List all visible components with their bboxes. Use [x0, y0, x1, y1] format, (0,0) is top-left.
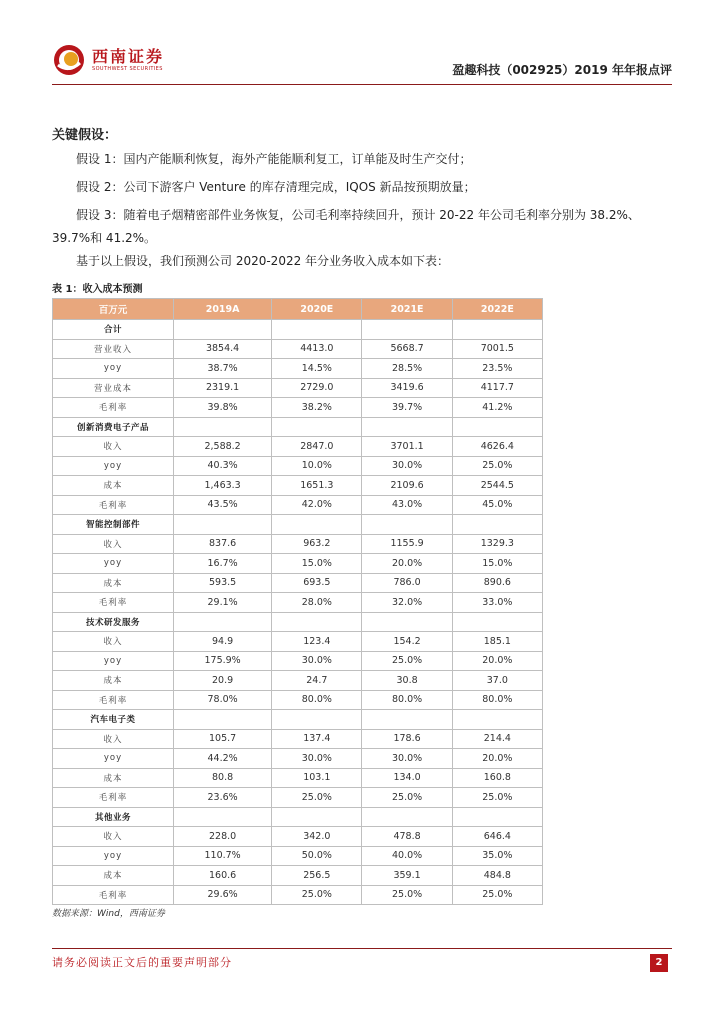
table-cell: 25.0%	[362, 788, 452, 808]
report-title: 盈趣科技（002925）2019 年年报点评	[452, 63, 672, 77]
table-row	[53, 476, 543, 496]
table-cell: 33.0%	[452, 593, 542, 613]
table-cell: 45.0%	[452, 495, 542, 515]
row-label: 成本	[53, 671, 174, 691]
table-cell	[452, 515, 542, 535]
table-cell	[272, 710, 362, 730]
table-cell	[452, 710, 542, 730]
table-cell: 23.6%	[174, 788, 272, 808]
table-cell: 80.8	[174, 768, 272, 788]
table-cell: 24.7	[272, 671, 362, 691]
table-cell: 43.5%	[174, 495, 272, 515]
table-cell	[174, 612, 272, 632]
table-row	[53, 690, 543, 710]
group-label: 其他业务	[53, 807, 174, 827]
table-row	[53, 534, 543, 554]
table-cell	[272, 320, 362, 340]
row-label: yoy	[53, 554, 174, 574]
row-label: yoy	[53, 651, 174, 671]
table-row	[53, 554, 543, 574]
table-row	[53, 456, 543, 476]
row-label: 收入	[53, 534, 174, 554]
group-label: 创新消费电子产品	[53, 417, 174, 437]
table-cell	[362, 710, 452, 730]
table-cell: 40.0%	[362, 846, 452, 866]
table-row	[53, 593, 543, 613]
table-cell: 3419.6	[362, 378, 452, 398]
logo-chinese-name: 西南证券	[92, 46, 165, 66]
table-cell: 15.0%	[452, 554, 542, 574]
table-cell: 30.0%	[362, 749, 452, 769]
forecast-intro: 基于以上假设，我们预测公司 2020-2022 年分业务收入成本如下表：	[76, 254, 450, 268]
table-cell: 80.0%	[452, 690, 542, 710]
row-label: 毛利率	[53, 495, 174, 515]
row-label: 成本	[53, 573, 174, 593]
table-cell: 646.4	[452, 827, 542, 847]
row-label: 毛利率	[53, 593, 174, 613]
table-cell: 134.0	[362, 768, 452, 788]
table-cell: 25.0%	[362, 651, 452, 671]
table-cell: 478.8	[362, 827, 452, 847]
group-label: 汽车电子类	[53, 710, 174, 730]
table-cell: 38.2%	[272, 398, 362, 418]
table-cell: 593.5	[174, 573, 272, 593]
table-cell: 30.0%	[272, 651, 362, 671]
table-cell	[362, 612, 452, 632]
table-cell: 44.2%	[174, 749, 272, 769]
logo-english-name: SOUTHWEST SECURITIES	[92, 65, 163, 72]
table-cell: 154.2	[362, 632, 452, 652]
table-row	[53, 671, 543, 691]
table-cell: 2544.5	[452, 476, 542, 496]
table-cell: 41.2%	[452, 398, 542, 418]
table-cell: 256.5	[272, 866, 362, 886]
table-cell	[362, 417, 452, 437]
table-cell: 963.2	[272, 534, 362, 554]
table-cell	[272, 612, 362, 632]
column-header-unit: 百万元	[53, 299, 174, 320]
page-number: 2	[650, 954, 668, 972]
footer-disclaimer: 请务必阅读正文后的重要声明部分	[52, 956, 232, 969]
table-header-row	[53, 299, 543, 320]
column-header-2021e: 2021E	[362, 299, 452, 320]
table-group-row	[53, 807, 543, 827]
table-cell: 2729.0	[272, 378, 362, 398]
table-row	[53, 885, 543, 905]
row-label: 成本	[53, 866, 174, 886]
table-cell: 342.0	[272, 827, 362, 847]
row-label: yoy	[53, 456, 174, 476]
table-cell: 37.0	[452, 671, 542, 691]
page-header	[52, 38, 672, 85]
table-cell	[362, 515, 452, 535]
table-row	[53, 749, 543, 769]
table-row	[53, 866, 543, 886]
table-cell: 50.0%	[272, 846, 362, 866]
table-cell: 29.1%	[174, 593, 272, 613]
row-label: 毛利率	[53, 788, 174, 808]
table-cell: 359.1	[362, 866, 452, 886]
table-row	[53, 632, 543, 652]
table-cell: 178.6	[362, 729, 452, 749]
table-cell: 25.0%	[452, 885, 542, 905]
table-cell	[362, 320, 452, 340]
table-cell: 2,588.2	[174, 437, 272, 457]
table-row	[53, 398, 543, 418]
table-body	[53, 320, 543, 905]
table-cell: 42.0%	[272, 495, 362, 515]
table-row	[53, 437, 543, 457]
section-title: 关键假设：	[52, 128, 118, 143]
table-row	[53, 378, 543, 398]
table-cell: 214.4	[452, 729, 542, 749]
table-cell: 3854.4	[174, 339, 272, 359]
table-cell: 40.3%	[174, 456, 272, 476]
table-cell	[452, 807, 542, 827]
table-group-row	[53, 515, 543, 535]
table-cell: 35.0%	[452, 846, 542, 866]
table-cell: 25.0%	[452, 456, 542, 476]
table-cell: 25.0%	[272, 885, 362, 905]
table-cell: 137.4	[272, 729, 362, 749]
table-cell: 7001.5	[452, 339, 542, 359]
table-cell: 20.9	[174, 671, 272, 691]
data-source-note: 数据来源：Wind，西南证券	[52, 909, 165, 919]
table-cell: 80.0%	[362, 690, 452, 710]
table-cell: 175.9%	[174, 651, 272, 671]
row-label: yoy	[53, 749, 174, 769]
table-group-row	[53, 612, 543, 632]
assumption-2: 假设 2：公司下游客户 Venture 的库存清理完成，IQOS 新品按预期放量；	[76, 180, 476, 194]
table-cell	[174, 320, 272, 340]
table-cell: 32.0%	[362, 593, 452, 613]
logo-mark-icon	[52, 43, 86, 77]
table-cell: 1651.3	[272, 476, 362, 496]
table-cell: 160.8	[452, 768, 542, 788]
table-cell: 39.7%	[362, 398, 452, 418]
column-header-2022e: 2022E	[452, 299, 542, 320]
table-cell	[272, 515, 362, 535]
table-cell: 20.0%	[362, 554, 452, 574]
table-cell: 78.0%	[174, 690, 272, 710]
column-header-2019a: 2019A	[174, 299, 272, 320]
table-cell: 25.0%	[362, 885, 452, 905]
table-cell: 3701.1	[362, 437, 452, 457]
table-cell: 228.0	[174, 827, 272, 847]
row-label: 营业成本	[53, 378, 174, 398]
row-label: 成本	[53, 476, 174, 496]
table-cell: 2319.1	[174, 378, 272, 398]
table-cell	[272, 807, 362, 827]
table-row	[53, 846, 543, 866]
row-label: 收入	[53, 729, 174, 749]
table-cell: 38.7%	[174, 359, 272, 379]
row-label: yoy	[53, 846, 174, 866]
table-row	[53, 788, 543, 808]
table-cell: 185.1	[452, 632, 542, 652]
group-label: 技术研发服务	[53, 612, 174, 632]
group-label: 合计	[53, 320, 174, 340]
table-group-row	[53, 320, 543, 340]
table-row	[53, 495, 543, 515]
table-cell: 890.6	[452, 573, 542, 593]
company-logo	[52, 40, 164, 80]
row-label: 毛利率	[53, 398, 174, 418]
table-cell	[362, 807, 452, 827]
table-cell: 837.6	[174, 534, 272, 554]
revenue-cost-forecast-table	[52, 298, 543, 905]
row-label: 收入	[53, 437, 174, 457]
row-label: 毛利率	[53, 885, 174, 905]
table-cell: 30.8	[362, 671, 452, 691]
row-label: 毛利率	[53, 690, 174, 710]
table-row	[53, 827, 543, 847]
table-cell	[452, 320, 542, 340]
table-cell: 484.8	[452, 866, 542, 886]
table-cell: 5668.7	[362, 339, 452, 359]
table-cell: 105.7	[174, 729, 272, 749]
table-row	[53, 359, 543, 379]
assumption-3: 假设 3：随着电子烟精密部件业务恢复，公司毛利率持续回升，预计 20-22 年公司毛利率分别为 38.2%、39.7%和 41.2%。	[52, 208, 640, 245]
table-row	[53, 339, 543, 359]
table-cell: 10.0%	[272, 456, 362, 476]
table-cell: 1155.9	[362, 534, 452, 554]
table-cell: 110.7%	[174, 846, 272, 866]
table-cell: 2109.6	[362, 476, 452, 496]
table-cell: 80.0%	[272, 690, 362, 710]
footer-divider	[52, 948, 672, 949]
table-cell	[174, 807, 272, 827]
table-cell: 103.1	[272, 768, 362, 788]
table-cell	[174, 417, 272, 437]
table-row	[53, 651, 543, 671]
table-cell: 160.6	[174, 866, 272, 886]
table-cell: 786.0	[362, 573, 452, 593]
table-cell	[174, 710, 272, 730]
table-cell: 28.0%	[272, 593, 362, 613]
table-row	[53, 729, 543, 749]
table-cell: 25.0%	[272, 788, 362, 808]
table-cell	[452, 612, 542, 632]
table-cell: 16.7%	[174, 554, 272, 574]
table-cell: 25.0%	[452, 788, 542, 808]
table-row	[53, 573, 543, 593]
row-label: 营业收入	[53, 339, 174, 359]
row-label: yoy	[53, 359, 174, 379]
table-cell: 1,463.3	[174, 476, 272, 496]
table-cell: 20.0%	[452, 749, 542, 769]
table-cell: 28.5%	[362, 359, 452, 379]
row-label: 收入	[53, 827, 174, 847]
table-row	[53, 768, 543, 788]
table-group-row	[53, 710, 543, 730]
table-cell: 23.5%	[452, 359, 542, 379]
table-cell	[272, 417, 362, 437]
table-group-row	[53, 417, 543, 437]
table-cell: 15.0%	[272, 554, 362, 574]
table-cell: 43.0%	[362, 495, 452, 515]
table-cell: 4117.7	[452, 378, 542, 398]
table-caption: 表 1：收入成本预测	[52, 284, 143, 295]
table-cell: 4626.4	[452, 437, 542, 457]
table-cell: 30.0%	[272, 749, 362, 769]
assumption-1: 假设 1：国内产能顺利恢复，海外产能能顺利复工，订单能及时生产交付；	[76, 152, 472, 166]
row-label: 收入	[53, 632, 174, 652]
table-cell: 30.0%	[362, 456, 452, 476]
table-cell: 1329.3	[452, 534, 542, 554]
table-cell	[174, 515, 272, 535]
group-label: 智能控制部件	[53, 515, 174, 535]
table-cell: 20.0%	[452, 651, 542, 671]
table-cell: 4413.0	[272, 339, 362, 359]
table-cell: 14.5%	[272, 359, 362, 379]
table-cell: 29.6%	[174, 885, 272, 905]
column-header-2020e: 2020E	[272, 299, 362, 320]
row-label: 成本	[53, 768, 174, 788]
table-cell: 2847.0	[272, 437, 362, 457]
table-cell: 94.9	[174, 632, 272, 652]
table-cell	[452, 417, 542, 437]
table-cell: 39.8%	[174, 398, 272, 418]
table-cell: 123.4	[272, 632, 362, 652]
table-cell: 693.5	[272, 573, 362, 593]
